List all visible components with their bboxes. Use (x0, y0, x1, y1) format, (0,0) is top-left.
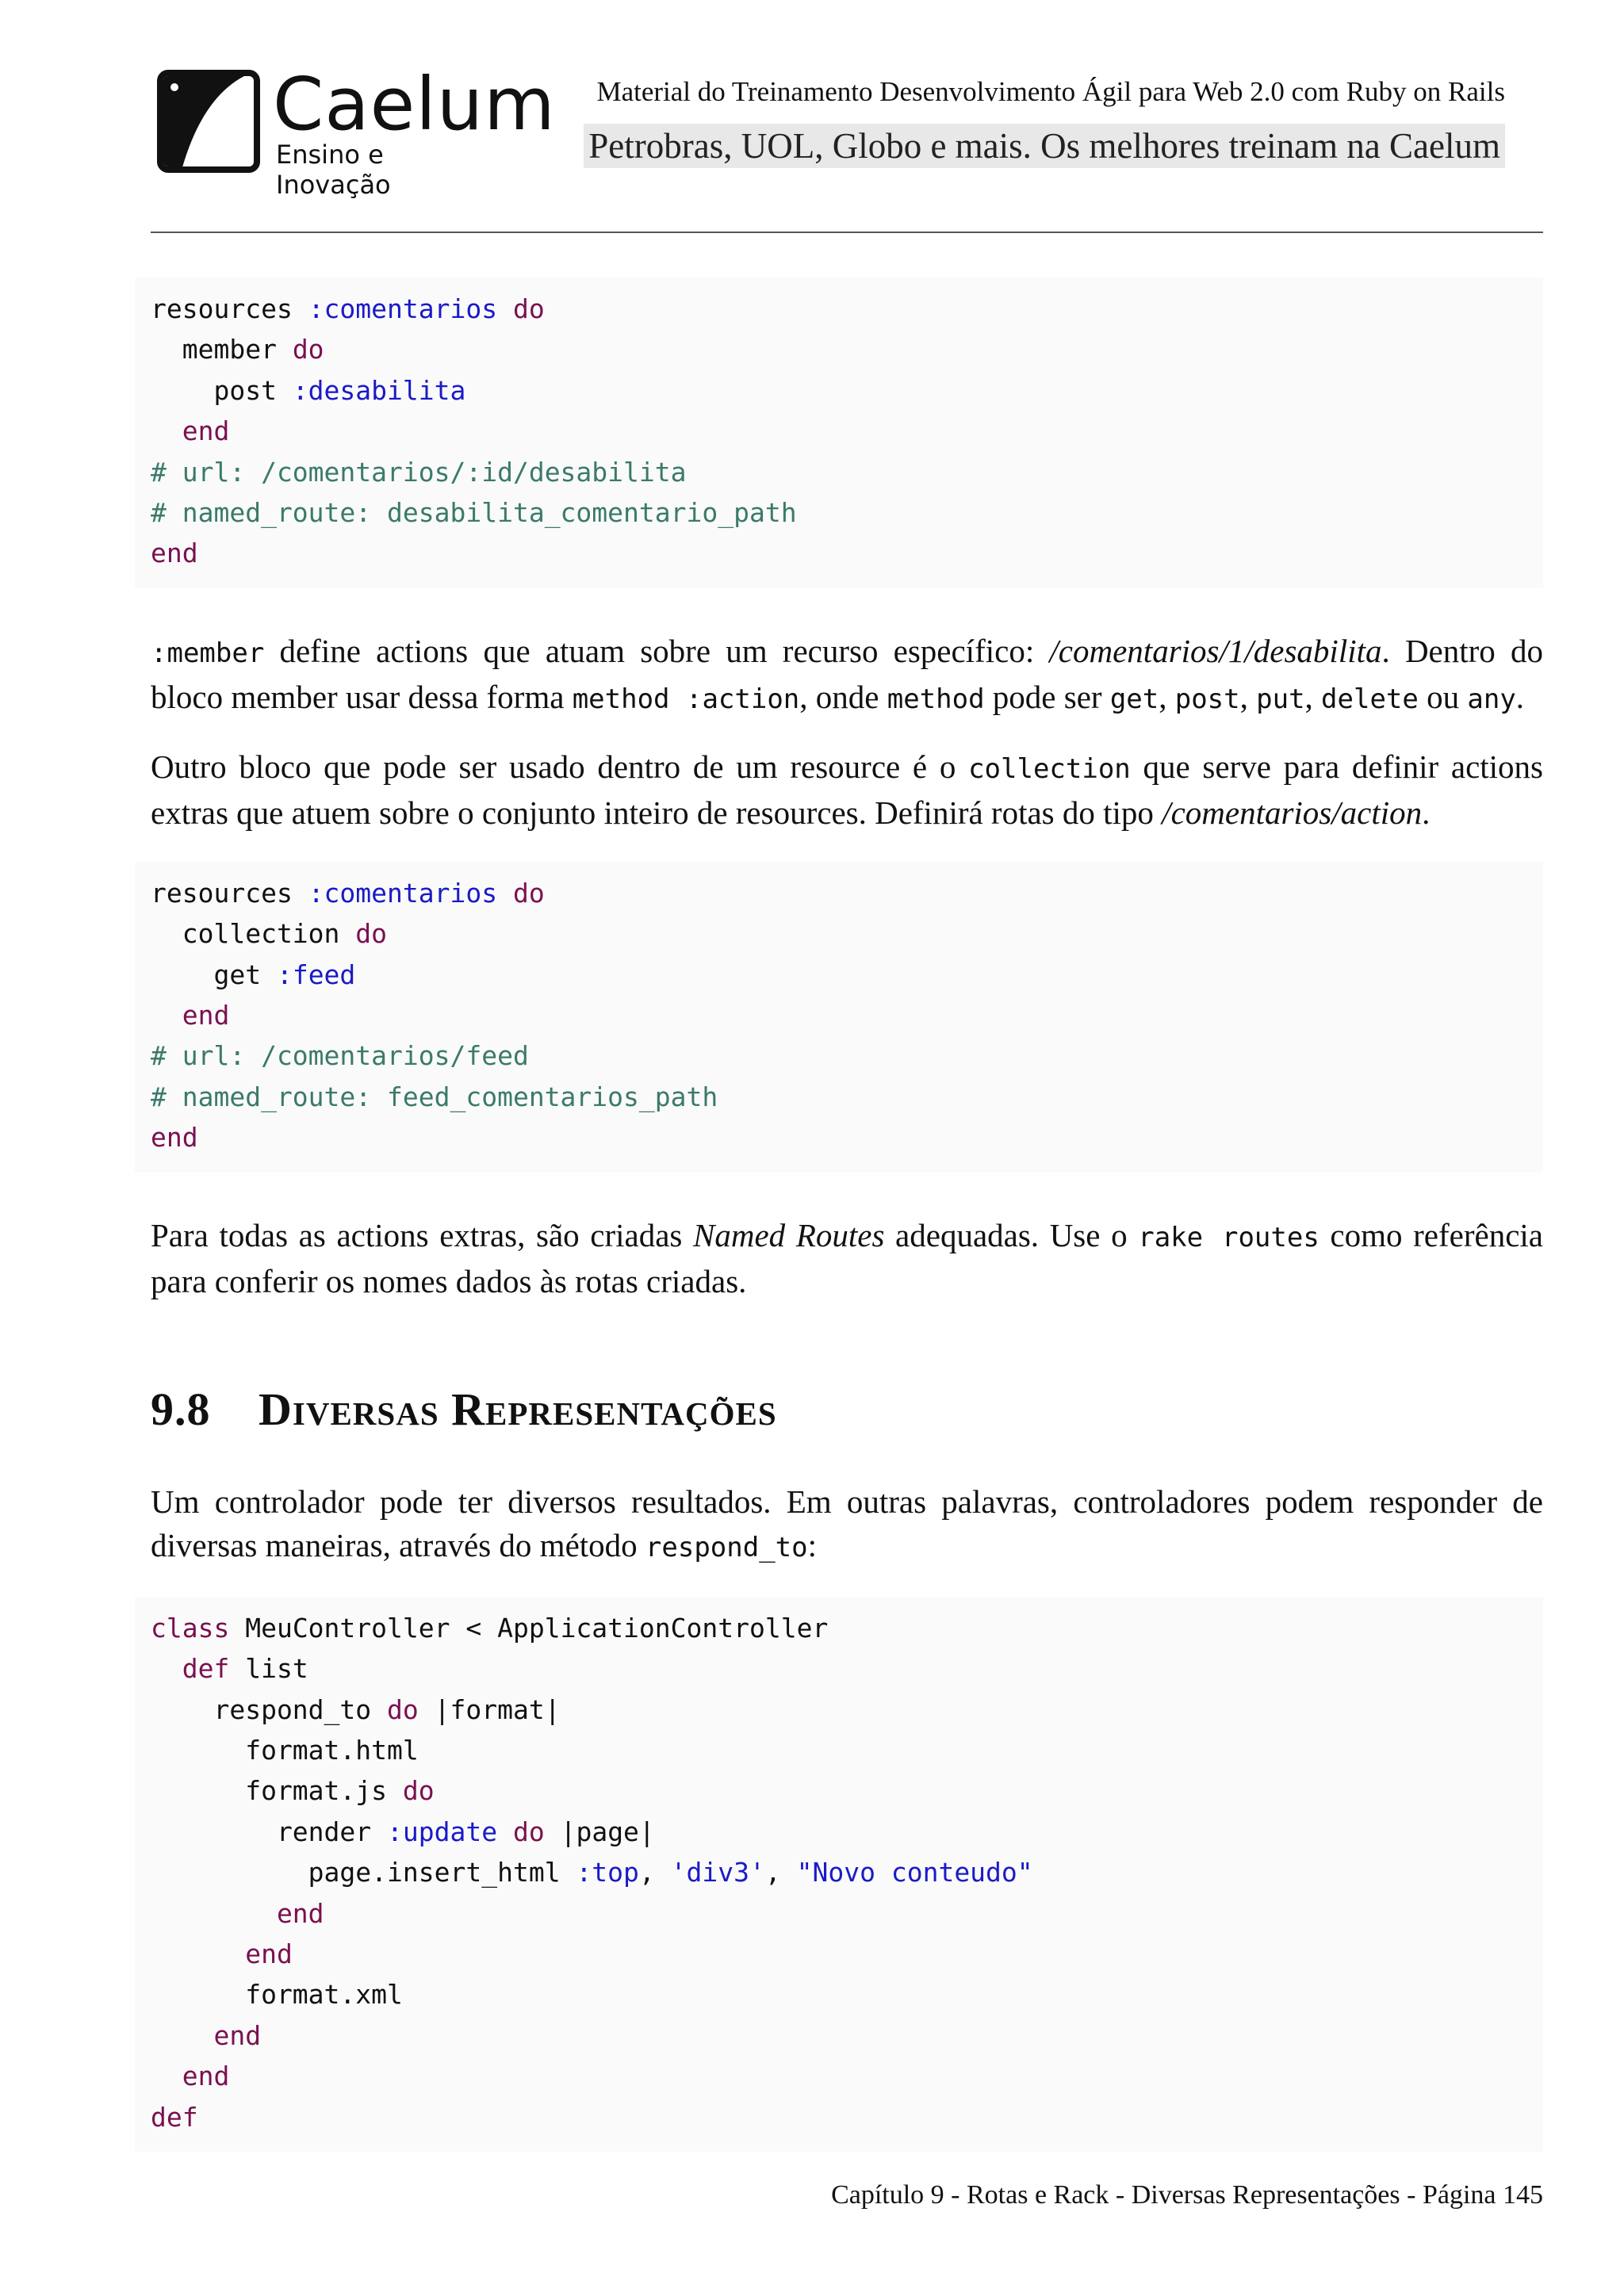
code-token: end (151, 415, 230, 447)
section-heading (151, 1383, 1543, 1436)
main-content (151, 277, 1543, 2152)
text: adequadas. Use o (884, 1216, 1139, 1253)
code-token: , (764, 1857, 797, 1888)
code-token: # url: /comentarios/:id/desabilita (151, 456, 687, 488)
code-line (151, 329, 1527, 369)
code-token: do (497, 877, 545, 909)
code-block-respond-to (135, 1597, 1543, 2152)
text: ou (1418, 678, 1468, 715)
code-token: :desabilita (292, 374, 466, 406)
code-line (151, 533, 1527, 573)
logo-wordmark: Caelum (273, 62, 556, 147)
code-token: end (151, 1122, 198, 1154)
header-divider (151, 232, 1543, 233)
text: define actions que atuam sobre um recurso específico: (264, 632, 1050, 669)
inline-code: collection (968, 752, 1131, 785)
code-line (151, 1608, 1527, 1648)
code-line (151, 1893, 1527, 1934)
code-token: :feed (276, 959, 356, 990)
code-token: format.js (151, 1775, 403, 1807)
code-token: respond_to (151, 1693, 388, 1725)
code-token: member (151, 334, 293, 365)
text: Outro bloco que pode ser usado dentro de um resource é o (151, 748, 969, 785)
code-line (151, 370, 1527, 411)
code-token: get (151, 959, 277, 990)
section-number: 9.8 (151, 1383, 211, 1435)
emphasis: /comentarios/action (1162, 794, 1423, 831)
inline-code: rake routes (1138, 1221, 1320, 1253)
code-token (497, 1816, 513, 1847)
code-token: end (151, 2061, 230, 2092)
code-token: post (151, 374, 293, 406)
code-line (151, 913, 1527, 954)
code-line (151, 873, 1527, 913)
code-token (151, 1653, 182, 1684)
code-token: list (229, 1653, 308, 1685)
code-token: format.html (151, 1734, 419, 1766)
paragraph-member (151, 629, 1543, 721)
code-line (151, 1770, 1527, 1811)
code-token: do (512, 1816, 545, 1847)
code-token: format.xml (151, 1979, 403, 2011)
code-token: :top (576, 1857, 639, 1888)
code-line (151, 1852, 1527, 1892)
code-line (151, 2097, 1527, 2137)
code-line (151, 1730, 1527, 1770)
code-line (151, 289, 1527, 329)
text: , (1304, 678, 1322, 715)
paragraph-collection (151, 745, 1543, 835)
code-line (151, 452, 1527, 492)
page-footer: Capítulo 9 - Rotas e Rack - Diversas Representações - Página 145 (831, 2180, 1543, 2210)
code-token: :update (387, 1816, 498, 1847)
text: como referência para conferir os nomes dados às rotas criadas. (151, 1216, 1543, 1299)
code-token: class (151, 1612, 230, 1644)
code-token: page.insert_html (151, 1857, 576, 1888)
paragraph-respond-to (151, 1480, 1543, 1570)
code-token: # named_route: feed_comentarios_path (151, 1081, 718, 1112)
inline-code: get (1109, 683, 1159, 715)
code-token: do (402, 1775, 435, 1807)
code-line (151, 1648, 1527, 1689)
code-line (151, 955, 1527, 995)
text: , (1159, 678, 1175, 715)
text: Para todas as actions extras, são criadas (151, 1216, 694, 1253)
code-token: do (387, 1693, 419, 1725)
code-line (151, 1035, 1527, 1076)
text: . (1515, 678, 1525, 715)
caelum-logo (157, 62, 556, 200)
code-token: # url: /comentarios/feed (151, 1040, 529, 1072)
section-title-text: Diversas Representações (259, 1383, 777, 1435)
code-line (151, 1812, 1527, 1852)
code-token: def (151, 2101, 198, 2133)
code-block-member (135, 277, 1543, 588)
code-block-collection (135, 862, 1543, 1173)
emphasis: /comentarios/1/desabilita (1049, 632, 1382, 669)
logo-tagline: Ensino e Inovação (276, 140, 391, 200)
code-line (151, 1077, 1527, 1117)
inline-code: method (887, 683, 985, 715)
code-line (151, 411, 1527, 451)
inline-code: delete (1321, 683, 1419, 715)
emphasis: Named Routes (693, 1216, 885, 1253)
text: : (807, 1526, 818, 1563)
logo-mark (157, 70, 260, 173)
text: . (1422, 794, 1431, 831)
code-token: , (638, 1857, 671, 1888)
code-line (151, 1974, 1527, 2015)
inline-code: method :action (572, 683, 800, 715)
code-token: end (151, 1938, 293, 1969)
text: , (1239, 678, 1257, 715)
code-line (151, 1117, 1527, 1158)
inline-code: post (1174, 683, 1240, 715)
code-token: :comentarios (308, 877, 498, 909)
inline-code: put (1256, 683, 1305, 715)
code-token: end (151, 538, 198, 569)
code-token: do (355, 918, 388, 950)
code-token: "Novo conteudo" (796, 1857, 1033, 1888)
code-token: 'div3' (670, 1857, 765, 1888)
code-token: do (292, 334, 324, 365)
code-token: |page| (544, 1816, 655, 1847)
code-token: :comentarios (308, 293, 498, 324)
inline-code: respond_to (645, 1531, 808, 1563)
header-subtitle: Material do Treinamento Desenvolvimento Ágil para Web 2.0 com Ruby on Rails (596, 76, 1505, 107)
code-token: end (151, 1897, 324, 1929)
code-line (151, 1934, 1527, 1974)
code-token: # named_route: desabilita_comentario_path (151, 497, 797, 529)
text: . Dentro do bloco member usar dessa forma (151, 632, 1543, 715)
code-line (151, 1689, 1527, 1730)
code-line (151, 492, 1527, 533)
code-line (151, 2015, 1527, 2056)
text: que serve para definir actions extras que atuem sobre o conjunto inteiro de resources. Definirá rotas do tipo (151, 748, 1544, 831)
code-token: end (151, 2019, 262, 2051)
inline-code: any (1467, 683, 1516, 715)
code-token: |format| (418, 1693, 561, 1725)
inline-code: :member (151, 637, 265, 669)
paragraph-named-routes (151, 1214, 1543, 1303)
code-line (151, 995, 1527, 1035)
code-line (151, 2056, 1527, 2096)
text: pode ser (984, 678, 1110, 715)
header-slogan: Petrobras, UOL, Globo e mais. Os melhores treinam na Caelum (584, 124, 1505, 168)
code-token: resources (151, 877, 308, 909)
code-token: render (151, 1816, 388, 1847)
code-token: resources (151, 293, 308, 324)
text: , onde (799, 678, 887, 715)
text: Um controlador pode ter diversos resultados. Em outras palavras, controladores podem responder de diversas maneiras, através do método (151, 1483, 1543, 1563)
code-token: def (182, 1653, 230, 1685)
code-token: collection (151, 918, 356, 950)
code-token: end (151, 1000, 230, 1031)
code-token: MeuController < ApplicationController (229, 1612, 829, 1644)
code-token: do (497, 293, 545, 324)
